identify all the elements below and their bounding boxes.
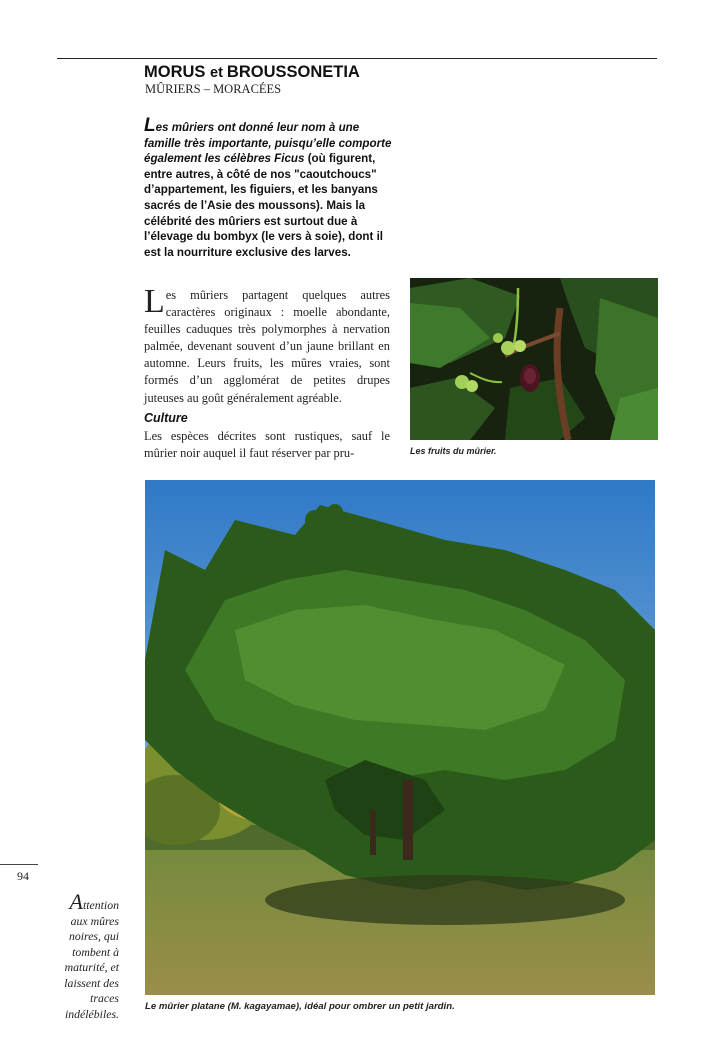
- intro-paragraph: Les mûriers ont donné leur nom à une famille très importante, puisqu’elle comporte également les célèbres Ficus (où figurent, entre autres, à côté de nos "caoutchoucs" d’appartement, les figuiers, et les banyans sacrés de l’Asie des moussons). Mais la célébrité des mûriers est surtout due à l’élevage du bombyx (le vers à soie), dont il est la nourriture exclusive des larves.: [144, 115, 392, 259]
- margin-note: Attention aux mûres noires, qui tombent à maturité, et laissent des traces indélébiles.: [64, 889, 119, 1021]
- page-subtitle: MÛRIERS – MORACÉES: [145, 82, 282, 96]
- culture-paragraph: Les espèces décrites sont rustiques, sauf le mûrier noir auquel il faut réserver par pru-: [144, 429, 390, 461]
- tree-caption: Le mûrier platane (M. kagayamae), idéal pour ombrer un petit jardin.: [145, 1001, 455, 1012]
- margin-rule: [0, 864, 38, 865]
- page-number: 94: [17, 869, 29, 883]
- body-dropcap: L: [144, 283, 165, 320]
- fruit-caption: Les fruits du mûrier.: [410, 446, 497, 456]
- section-heading-culture: Culture: [144, 411, 188, 425]
- fruit-photo: [410, 278, 658, 440]
- page-title: MORUS et BROUSSONETIA: [144, 63, 360, 81]
- header-rule: [57, 58, 657, 59]
- body-paragraph: Les mûriers partagent quelques autres caractères originaux : moelle abondante, feuilles caduques très polymorphes à nervation palmée, devenant souvent d’un jaune brillant en automne. Leurs fruits, les mûres vraies, sont formés d’un agglomérat de petites drupes juteuses au goût généralement agréable.: [144, 283, 390, 405]
- tree-photo: [145, 480, 655, 995]
